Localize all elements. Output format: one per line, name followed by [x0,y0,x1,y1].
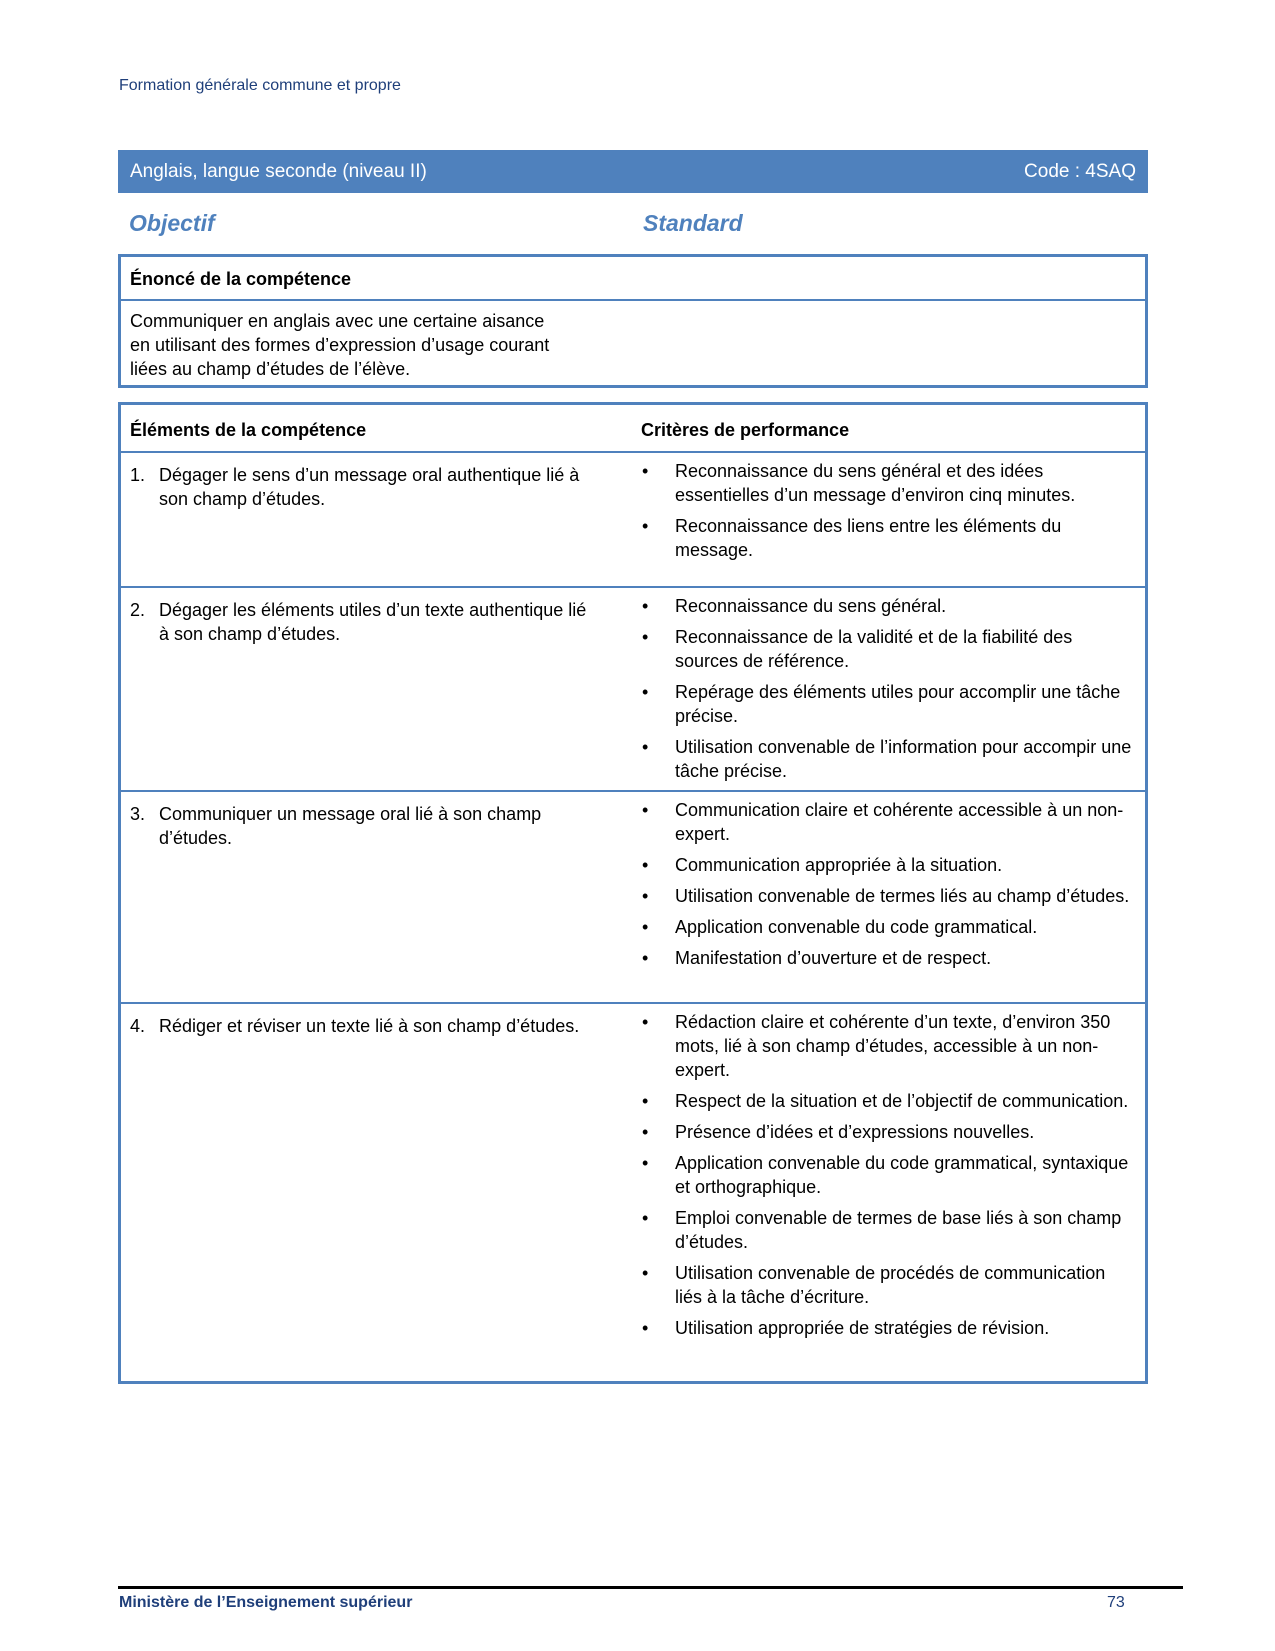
footer-divider [118,1586,1183,1589]
bullet-icon: • [642,1122,649,1142]
criterion-item [641,1010,1136,1082]
criterion-text: Utilisation convenable de l’information pour accompir une tâche précise. [675,737,1132,781]
competence-statement-heading: Énoncé de la compétence [121,257,1145,301]
elements-column-heading: Éléments de la compétence [130,420,367,440]
criterion-item [641,594,1136,618]
competence-element [130,802,600,850]
competence-row [121,588,1145,792]
competence-row [121,453,1145,588]
statement-line: en utilisant des formes d’expression d’usage courant [130,335,550,355]
criterion-item [641,853,1136,877]
element-number: 4. [130,1016,146,1036]
criterion-item [641,735,1136,783]
criterion-text: Reconnaissance des liens entre les éléments du message. [675,516,1062,560]
criterion-item [641,798,1136,846]
criterion-text: Utilisation convenable de termes liés au champ d’études. [675,886,1130,906]
element-number: 2. [130,600,146,620]
bullet-icon: • [642,627,649,647]
page-number: 73 [1107,1594,1125,1611]
criterion-text: Application convenable du code grammatical, syntaxique et orthographique. [675,1153,1129,1197]
bullet-icon: • [642,516,649,536]
course-code: Code : 4SAQ [1024,160,1136,182]
criteria-list [641,1010,1136,1347]
footer-publisher: Ministère de l’Enseignement supérieur [119,1594,413,1611]
criterion-text: Manifestation d’ouverture et de respect. [675,948,992,968]
course-title: Anglais, langue seconde (niveau II) [130,160,427,182]
bullet-icon: • [642,800,649,820]
bullet-icon: • [642,682,649,702]
section-heads [129,210,1149,240]
bullet-icon: • [642,886,649,906]
bullet-icon: • [642,917,649,937]
bullet-icon: • [642,1091,649,1111]
objective-heading: Objectif [129,210,215,236]
element-number: 3. [130,804,146,824]
bullet-icon: • [642,461,649,481]
criteria-list [641,798,1136,977]
criterion-item [641,1120,1136,1144]
criterion-item [641,1206,1136,1254]
criterion-text: Communication appropriée à la situation. [675,855,1003,875]
criteria-list [641,459,1136,569]
element-text: Dégager les éléments utiles d’un texte authentique lié à son champ d’études. [159,600,587,644]
bullet-icon: • [642,1318,649,1338]
bullet-icon: • [642,1263,649,1283]
competence-element [130,598,600,646]
criterion-item [641,915,1136,939]
criterion-text: Application convenable du code grammatical. [675,917,1038,937]
bullet-icon: • [642,1012,649,1032]
criterion-text: Reconnaissance de la validité et de la fiabilité des sources de référence. [675,627,1073,671]
competence-statement-box [118,254,1148,388]
criterion-text: Présence d’idées et d’expressions nouvelles. [675,1122,1035,1142]
bullet-icon: • [642,737,649,757]
criterion-item [641,946,1136,970]
criteria-column-heading: Critères de performance [641,420,850,440]
competence-statement-text [121,301,650,381]
bullet-icon: • [642,596,649,616]
criterion-item [641,1316,1136,1340]
competence-table [118,402,1148,1384]
course-title-bar [118,150,1148,193]
running-head: Formation générale commune et propre [119,77,401,94]
criterion-text: Utilisation convenable de procédés de communication liés à la tâche d’écriture. [675,1263,1106,1307]
element-number: 1. [130,465,146,485]
criterion-text: Repérage des éléments utiles pour accomplir une tâche précise. [675,682,1121,726]
bullet-icon: • [642,1208,649,1228]
criterion-text: Reconnaissance du sens général. [675,596,947,616]
criterion-item [641,1089,1136,1113]
criterion-item [641,625,1136,673]
competence-element [130,1014,600,1038]
criterion-item [641,1151,1136,1199]
bullet-icon: • [642,948,649,968]
element-text: Dégager le sens d’un message oral authentique lié à son champ d’études. [159,465,580,509]
statement-line: liées au champ d’études de l’élève. [130,359,411,379]
criterion-item [641,884,1136,908]
competence-row [121,792,1145,1004]
bullet-icon: • [642,1153,649,1173]
criterion-item [641,1261,1136,1309]
criterion-text: Rédaction claire et cohérente d’un texte, d’environ 350 mots, lié à son champ d’études, accessible à un non-expert. [675,1012,1111,1080]
criterion-item [641,514,1136,562]
criterion-text: Respect de la situation et de l’objectif de communication. [675,1091,1129,1111]
criterion-item [641,680,1136,728]
element-text: Communiquer un message oral lié à son champ d’études. [159,804,542,848]
criterion-text: Communication claire et cohérente accessible à un non-expert. [675,800,1124,844]
criterion-text: Emploi convenable de termes de base liés à son champ d’études. [675,1208,1122,1252]
criteria-list [641,594,1136,790]
bullet-icon: • [642,855,649,875]
competence-element [130,463,600,511]
criterion-text: Reconnaissance du sens général et des idées essentielles d’un message d’environ cinq minutes. [675,461,1076,505]
standard-heading: Standard [643,210,743,236]
element-text: Rédiger et réviser un texte lié à son champ d’études. [159,1016,580,1036]
competence-row [121,1004,1145,1379]
criterion-text: Utilisation appropriée de stratégies de révision. [675,1318,1050,1338]
competence-table-header [121,405,1145,453]
criterion-item [641,459,1136,507]
statement-line: Communiquer en anglais avec une certaine aisance [130,311,545,331]
